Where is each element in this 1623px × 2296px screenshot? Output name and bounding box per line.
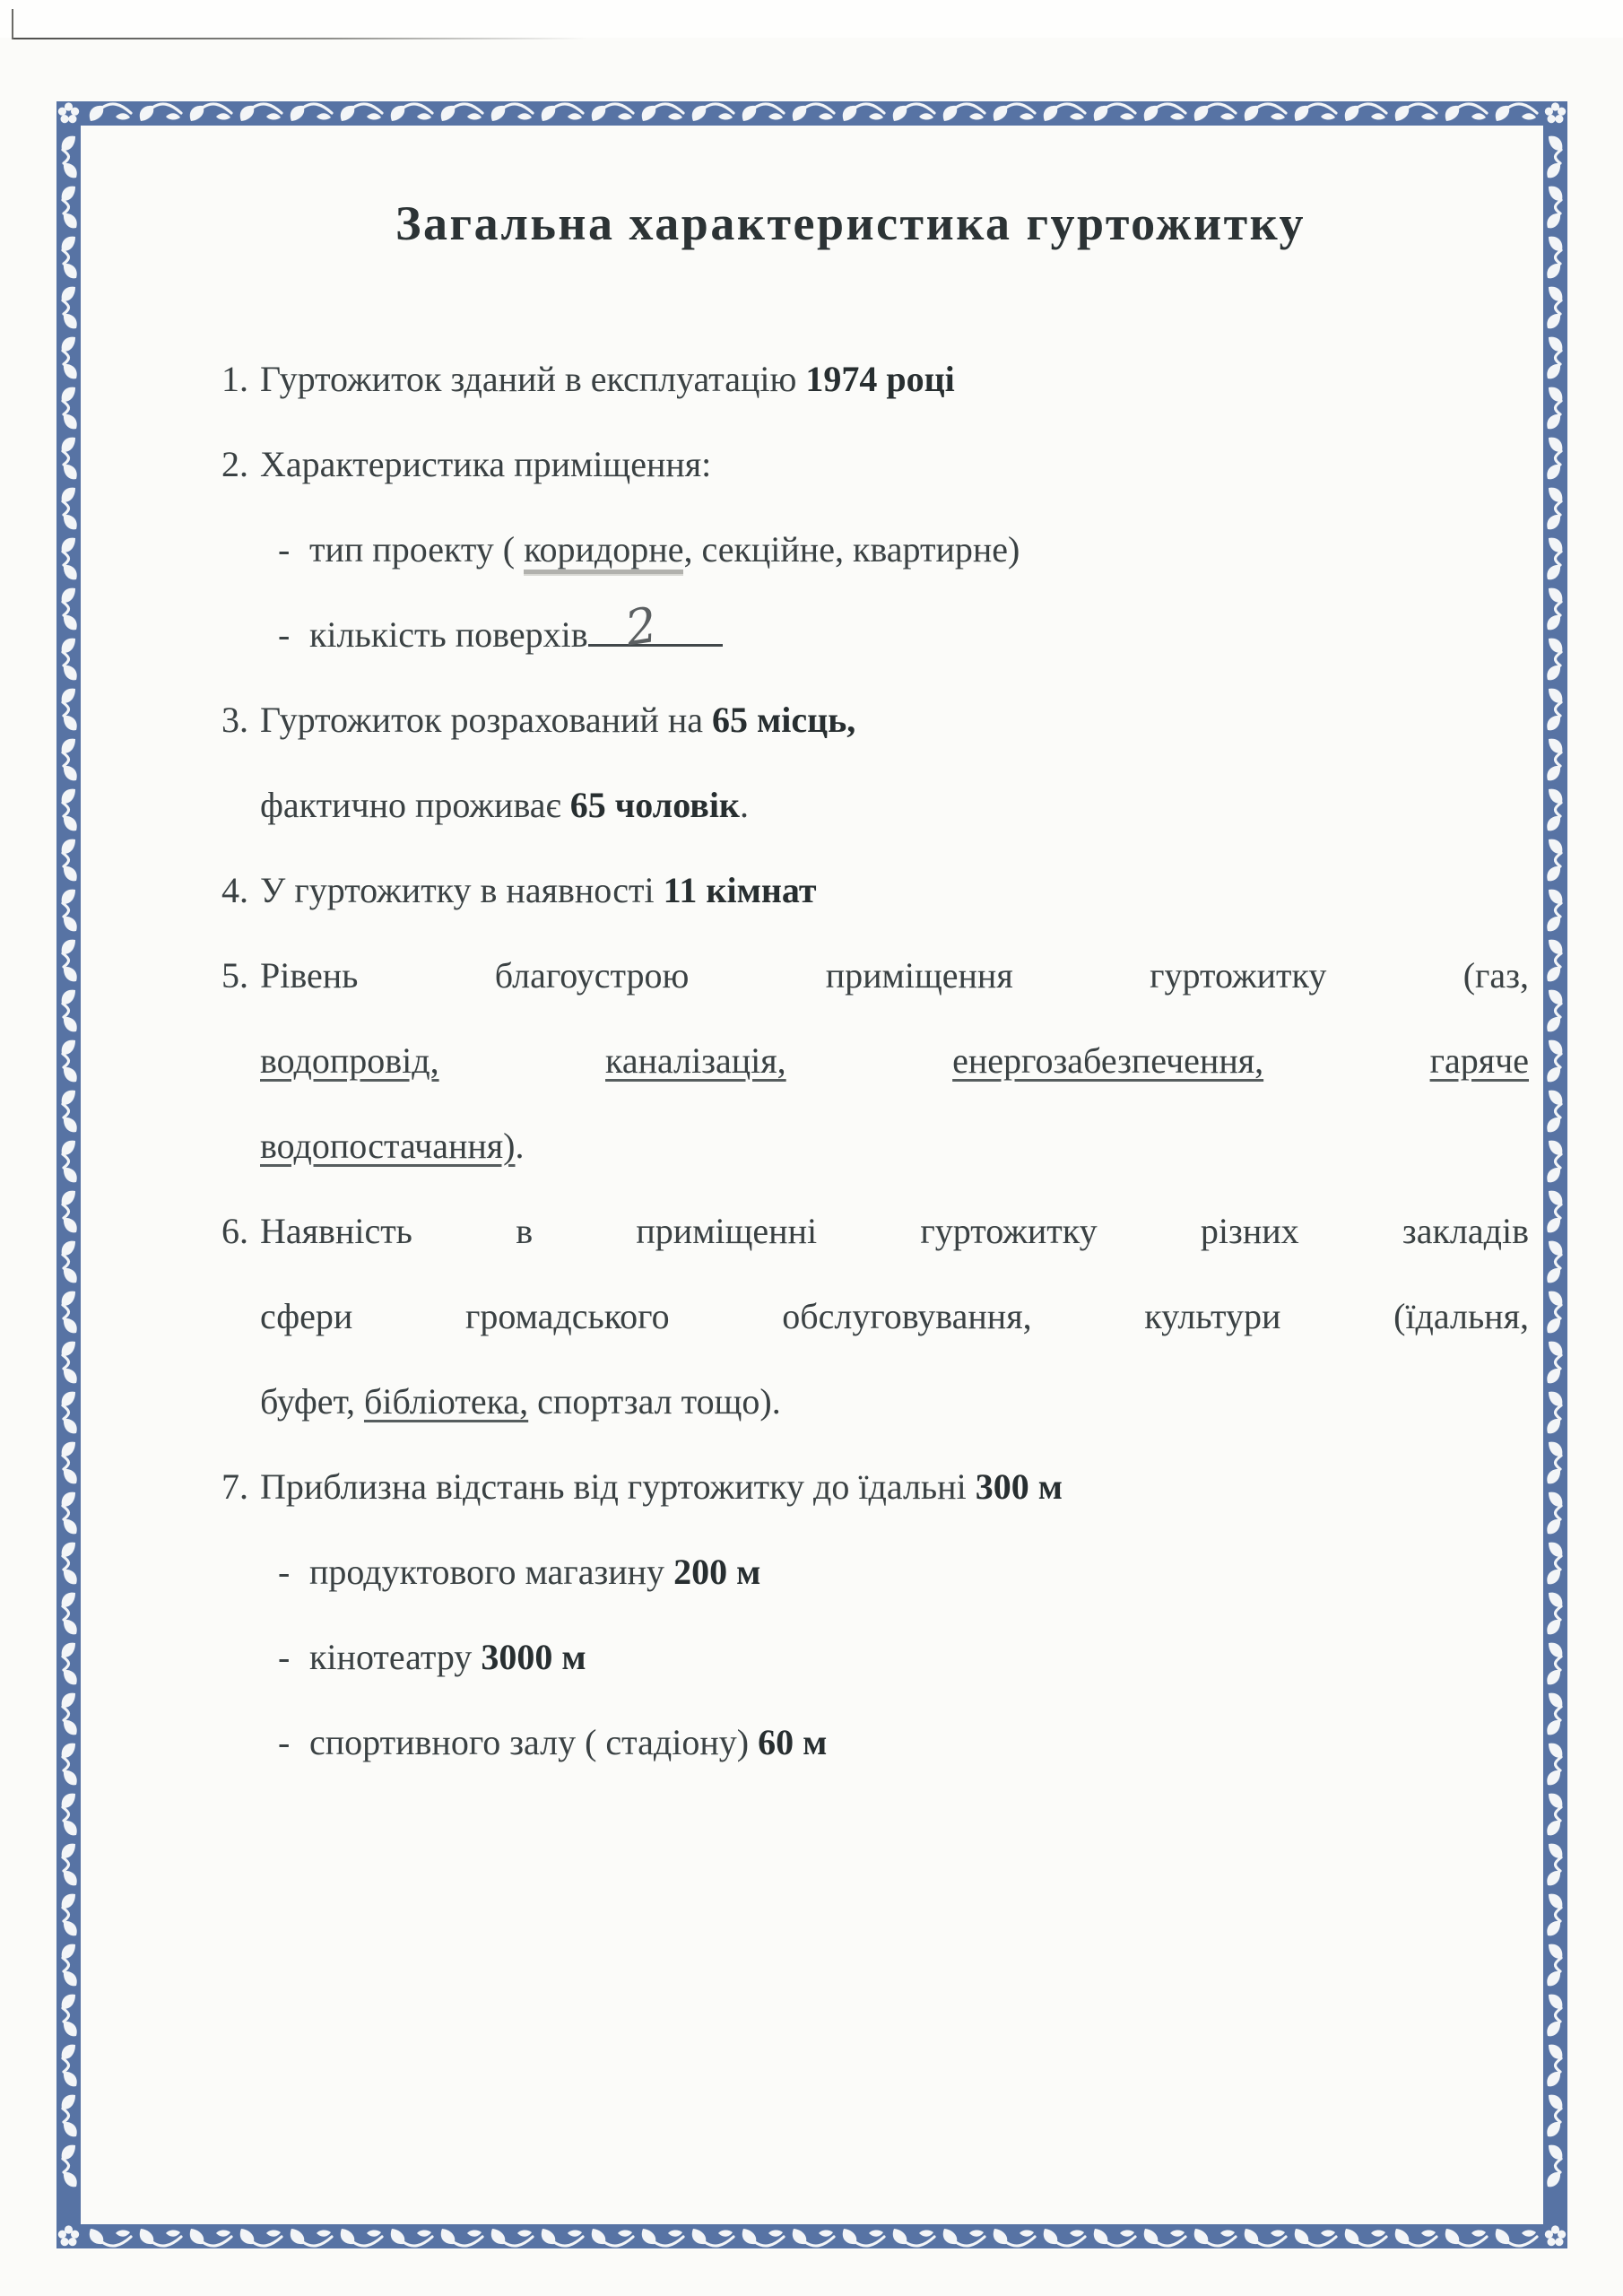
bold-value: 200 м bbox=[673, 1552, 761, 1592]
line-text bbox=[260, 1103, 1529, 1188]
line-text bbox=[309, 507, 1529, 592]
item-2-sub-1 bbox=[278, 507, 1529, 592]
line-text bbox=[309, 592, 1529, 677]
text: Гуртожиток розрахований на bbox=[260, 700, 712, 740]
list-marker: - bbox=[278, 529, 291, 570]
underlined-term: енергозабезпечення, bbox=[952, 1040, 1264, 1081]
item-5-cont-1 bbox=[221, 1018, 1529, 1103]
document-content bbox=[221, 170, 1529, 1785]
text: кінотеатру bbox=[309, 1637, 482, 1677]
text: спортивного залу ( стадіону) bbox=[309, 1722, 759, 1762]
indent bbox=[221, 1018, 260, 1103]
text: Рівень благоустрою приміщення гуртожитку (газ, bbox=[260, 955, 1529, 996]
handwritten-value: 2 bbox=[621, 596, 661, 657]
list-marker: 6. bbox=[221, 1211, 248, 1251]
underlined-term: каналізація, bbox=[605, 1040, 786, 1081]
item-7-sub-2 bbox=[278, 1614, 1529, 1700]
bold-value: 60 м bbox=[758, 1722, 828, 1762]
item-1 bbox=[221, 336, 1529, 422]
list-marker: 1. bbox=[221, 359, 248, 399]
indent bbox=[221, 1359, 260, 1444]
item-7-sub-3 bbox=[278, 1700, 1529, 1785]
text: сфери громадського обслуговування, культури (їдальня, bbox=[260, 1296, 1529, 1336]
indent bbox=[221, 1103, 260, 1188]
text: Гуртожиток зданий в експлуатацію bbox=[260, 359, 806, 399]
list-marker: 7. bbox=[221, 1466, 248, 1507]
line-text bbox=[260, 1188, 1529, 1274]
line-text bbox=[260, 1359, 1529, 1444]
item-5 bbox=[221, 933, 1529, 1018]
line-text bbox=[260, 1018, 1529, 1103]
list-marker: 2. bbox=[221, 444, 248, 484]
text: Приблизна відстань від гуртожитку до їдальні bbox=[260, 1466, 976, 1507]
text: Наявність в приміщенні гуртожитку різних закладів bbox=[260, 1211, 1529, 1251]
text: . bbox=[515, 1126, 525, 1166]
text: тип проекту ( bbox=[309, 529, 525, 570]
text: продуктового магазину bbox=[309, 1552, 674, 1592]
bold-value: 1974 році bbox=[805, 359, 955, 399]
item-2 bbox=[221, 422, 1529, 507]
list-marker: - bbox=[278, 614, 291, 655]
line-text bbox=[309, 1529, 1529, 1614]
item-6-cont-1 bbox=[221, 1274, 1529, 1359]
line-text bbox=[260, 336, 1529, 422]
underlined-term: водопостачання) bbox=[260, 1126, 516, 1166]
text: буфет, bbox=[260, 1381, 364, 1422]
item-2-sub-2 bbox=[278, 592, 1529, 677]
indent bbox=[221, 1274, 260, 1359]
line-text bbox=[260, 677, 1529, 762]
item-7 bbox=[221, 1444, 1529, 1529]
line-text bbox=[260, 933, 1529, 1018]
text: У гуртожитку в наявності bbox=[260, 870, 664, 910]
item-3-cont bbox=[221, 762, 1529, 848]
text: . bbox=[739, 785, 749, 825]
item-6-cont-2 bbox=[221, 1359, 1529, 1444]
bold-value: 300 м bbox=[975, 1466, 1063, 1507]
indent bbox=[221, 762, 260, 848]
bold-value: 65 чоловік bbox=[569, 785, 740, 825]
bold-value: 11 кімнат bbox=[663, 870, 817, 910]
line-text bbox=[260, 1274, 1529, 1359]
text: спортзал тощо). bbox=[528, 1381, 781, 1422]
text: , секційне, квартирне) bbox=[683, 529, 1020, 570]
document-lines bbox=[221, 336, 1529, 1785]
line-text bbox=[260, 848, 1529, 933]
list-marker: - bbox=[278, 1722, 291, 1762]
list-marker: 5. bbox=[221, 955, 248, 996]
line-text bbox=[260, 422, 1529, 507]
line-text bbox=[260, 1444, 1529, 1529]
item-6 bbox=[221, 1188, 1529, 1274]
text: фактично проживає bbox=[260, 785, 570, 825]
text: кількість поверхів bbox=[309, 614, 588, 655]
item-3 bbox=[221, 677, 1529, 762]
line-text bbox=[309, 1614, 1529, 1700]
line-text bbox=[260, 762, 1529, 848]
list-marker: - bbox=[278, 1552, 291, 1592]
bold-value: 65 місць, bbox=[711, 700, 856, 740]
pencil-underlined-term: коридорне bbox=[524, 529, 683, 574]
line-text bbox=[309, 1700, 1529, 1785]
underlined-term: водопровід, bbox=[260, 1040, 439, 1081]
item-4 bbox=[221, 848, 1529, 933]
fill-in-blank bbox=[588, 596, 723, 657]
bold-value: 3000 м bbox=[481, 1637, 586, 1677]
underlined-term: гаряче bbox=[1429, 1040, 1530, 1081]
document-title: Загальна характеристика гуртожитку bbox=[395, 196, 1306, 250]
text: Характеристика приміщення: bbox=[260, 444, 712, 484]
item-7-sub-1 bbox=[278, 1529, 1529, 1614]
list-marker: 4. bbox=[221, 870, 248, 910]
list-marker: 3. bbox=[221, 700, 248, 740]
list-marker: - bbox=[278, 1637, 291, 1677]
item-5-cont-2 bbox=[221, 1103, 1529, 1188]
underlined-term: бібліотека, bbox=[363, 1381, 529, 1422]
